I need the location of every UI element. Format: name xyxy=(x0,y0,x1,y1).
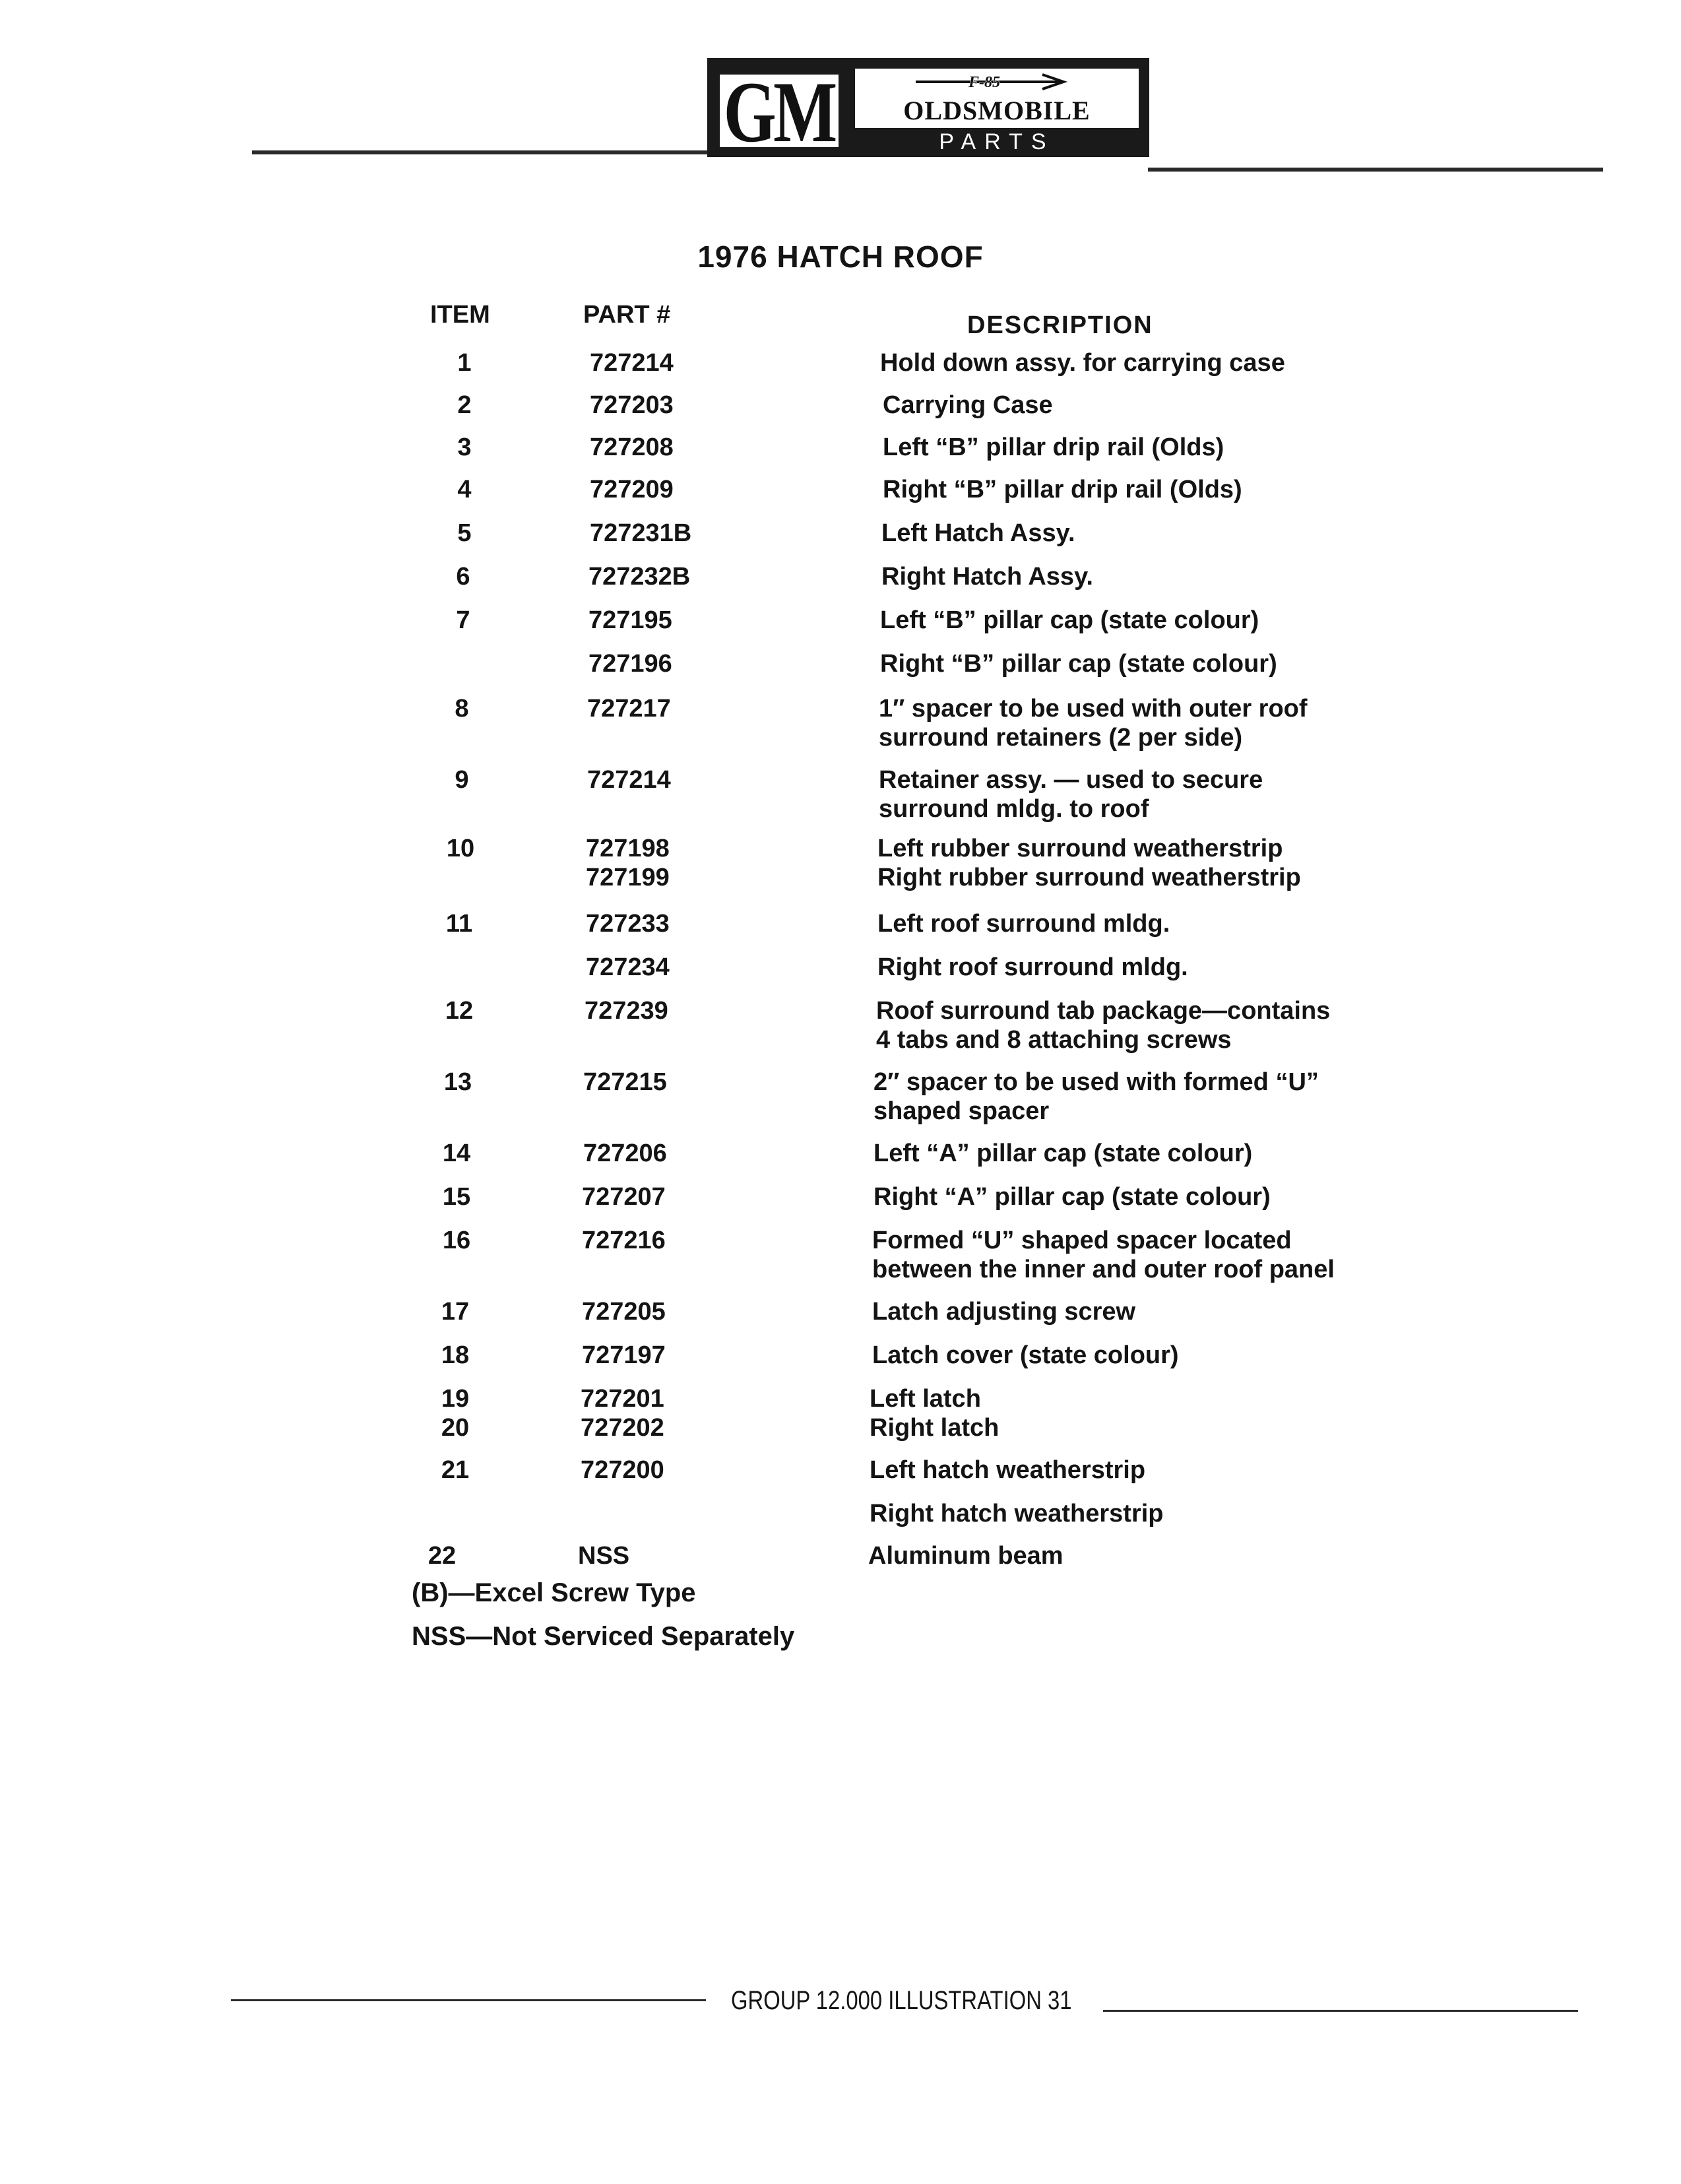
part-number: 727197 xyxy=(582,1341,666,1369)
item-number: 18 xyxy=(441,1341,470,1369)
item-number: 17 xyxy=(441,1298,470,1326)
part-description: Right roof surround mldg. xyxy=(877,953,1188,981)
part-description: Latch adjusting screw xyxy=(872,1298,1136,1326)
item-number: 19 20 xyxy=(441,1385,470,1442)
item-number: 1 xyxy=(457,349,472,377)
part-description: Left “A” pillar cap (state colour) xyxy=(873,1140,1253,1167)
part-number: 727201 727202 xyxy=(581,1385,664,1442)
part-description: Latch cover (state colour) xyxy=(872,1341,1179,1369)
note-nss: NSS—Not Serviced Separately xyxy=(412,1622,795,1651)
part-description: Right Hatch Assy. xyxy=(881,563,1093,591)
item-number: 13 xyxy=(443,1068,472,1096)
part-number: 727217 xyxy=(587,695,671,723)
part-number: 727205 xyxy=(582,1298,666,1326)
part-number: 727231B xyxy=(590,519,692,547)
item-number: 4 xyxy=(457,476,472,503)
column-header-part: PART # xyxy=(583,301,671,329)
item-number: 22 xyxy=(428,1542,457,1570)
brand-name: OLDSMOBILE xyxy=(903,96,1091,125)
column-header-item: ITEM xyxy=(430,301,490,329)
part-description: Left rubber surround weatherstrip Right rubber surround weatherstrip xyxy=(877,835,1301,891)
f85-emblem-icon xyxy=(910,73,1089,92)
part-number: 727232B xyxy=(588,563,691,591)
item-number: 21 xyxy=(441,1456,470,1484)
gm-logo-box xyxy=(716,63,842,160)
part-number: 727209 xyxy=(590,476,674,503)
part-number: 727214 xyxy=(590,349,674,377)
part-description: Left “B” pillar cap (state colour) xyxy=(880,606,1259,634)
part-description: Left hatch weatherstrip xyxy=(870,1456,1146,1484)
part-number: 727206 xyxy=(583,1140,667,1167)
part-description: Right hatch weatherstrip xyxy=(870,1500,1164,1527)
part-number: 727214 xyxy=(587,766,671,794)
parts-catalogue-label: PARTS CATALOGUE xyxy=(891,129,1103,180)
part-description: Roof surround tab package—contains 4 tabs and 8 attaching screws xyxy=(876,997,1331,1054)
item-number: 14 xyxy=(442,1140,471,1167)
part-number: 727195 xyxy=(588,606,672,634)
footer-rule-right xyxy=(1103,2010,1578,2012)
part-description: Carrying Case xyxy=(883,391,1053,419)
part-description: Hold down assy. for carrying case xyxy=(880,349,1285,377)
f85-emblem-text: F-85 xyxy=(968,74,1000,91)
item-number: 16 xyxy=(442,1227,471,1254)
part-number: 727200 xyxy=(581,1456,664,1484)
item-number: 8 xyxy=(455,695,469,723)
part-number: 727215 xyxy=(583,1068,667,1096)
item-number: 9 xyxy=(455,766,469,794)
footer-rule-left xyxy=(231,1999,706,2001)
part-description: Right “B” pillar cap (state colour) xyxy=(880,650,1277,678)
item-number: 2 xyxy=(457,391,472,419)
footer-label: GROUP 12.000 ILLUSTRATION 31 xyxy=(731,1986,1072,2015)
part-number: 727233 xyxy=(586,910,670,938)
part-number: 727234 xyxy=(586,953,670,981)
part-number: 727196 xyxy=(588,650,672,678)
part-description: Left latch Right latch xyxy=(870,1385,999,1442)
part-description: Left roof surround mldg. xyxy=(877,910,1170,938)
part-description: Right “B” pillar drip rail (Olds) xyxy=(883,476,1242,503)
gm-oldsmobile-logo xyxy=(707,58,1149,180)
part-description: Retainer assy. — used to secure surround mldg. to roof xyxy=(879,766,1263,823)
part-description: Left “B” pillar drip rail (Olds) xyxy=(883,434,1224,461)
part-description: Left Hatch Assy. xyxy=(881,519,1075,547)
part-number: 727239 xyxy=(585,997,668,1025)
item-number: 6 xyxy=(456,563,470,591)
part-number: 727198 727199 xyxy=(586,835,670,891)
item-number: 10 xyxy=(446,835,475,862)
header-rule-right xyxy=(1148,168,1603,172)
item-number: 3 xyxy=(457,434,472,461)
part-description: 1″ spacer to be used with outer roof surround retainers (2 per side) xyxy=(879,695,1308,752)
part-number: 727208 xyxy=(590,434,674,461)
item-number: 15 xyxy=(442,1183,471,1211)
part-number: 727207 xyxy=(582,1183,666,1211)
page-title: 1976 HATCH ROOF xyxy=(697,240,984,274)
item-number: 5 xyxy=(457,519,472,547)
item-number: 12 xyxy=(445,997,474,1025)
part-number: 727203 xyxy=(590,391,674,419)
part-description: Aluminum beam xyxy=(868,1542,1063,1570)
brand-box xyxy=(855,69,1139,128)
item-number: 7 xyxy=(456,606,470,634)
part-number: 727216 xyxy=(582,1227,666,1254)
part-description: Right “A” pillar cap (state colour) xyxy=(873,1183,1271,1211)
part-description: 2″ spacer to be used with formed “U” shaped spacer xyxy=(873,1068,1319,1125)
header-rule-left xyxy=(252,150,714,154)
note-excel-screw: (B)—Excel Screw Type xyxy=(412,1578,696,1607)
column-header-description: DESCRIPTION xyxy=(967,311,1153,339)
gm-logo-text: GM xyxy=(724,63,835,160)
part-number: NSS xyxy=(578,1542,630,1570)
part-description: Formed “U” shaped spacer located between the inner and outer roof panel xyxy=(872,1227,1335,1283)
item-number: 11 xyxy=(445,910,473,938)
